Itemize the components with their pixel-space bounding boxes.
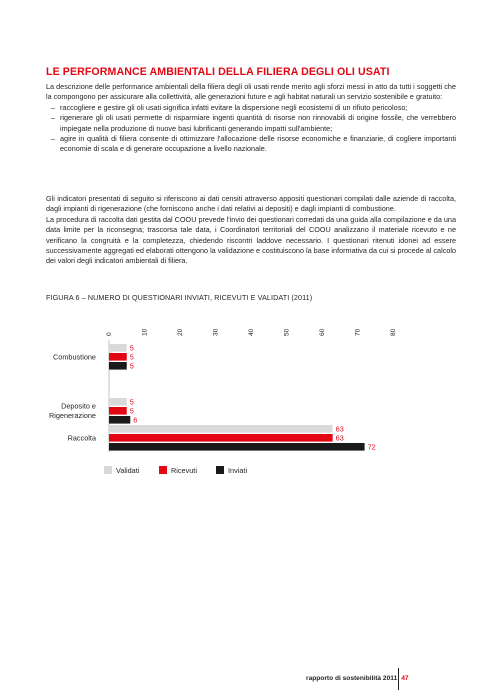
value-label: 5 bbox=[129, 343, 134, 353]
bullet-item: – raccogliere e gestire gli oli usati significa infatti evitare la dispersione negli ecosistemi di un rifiuto pericoloso; bbox=[46, 103, 456, 113]
section-heading: LE PERFORMANCE AMBIENTALI DELLA FILIERA DEGLI OLI USATI bbox=[46, 66, 390, 78]
bar-inviati bbox=[109, 443, 365, 451]
bullet-item: – agire in qualità di filiera consente di ottimizzare l'allocazione delle risorse economiche e finanziarie, di cogliere importanti economie di scala e di generare occupazione a livello nazionale. bbox=[46, 134, 456, 155]
x-tick-label: 30 bbox=[212, 328, 220, 336]
x-tick-label: 60 bbox=[319, 328, 326, 336]
bar-ricevuti bbox=[109, 353, 127, 361]
value-label: 72 bbox=[367, 442, 376, 452]
legend-swatch bbox=[216, 466, 224, 474]
x-tick-label: 50 bbox=[283, 328, 291, 336]
legend-swatch bbox=[104, 466, 112, 474]
value-label: 63 bbox=[335, 433, 344, 443]
value-label: 6 bbox=[133, 415, 138, 425]
bar-validati bbox=[109, 344, 127, 352]
bar-ricevuti bbox=[109, 434, 333, 442]
legend-label: Ricevuti bbox=[171, 466, 197, 475]
page-number: 47 bbox=[401, 675, 409, 682]
x-tick-label: 20 bbox=[177, 328, 184, 336]
bar-inviati bbox=[109, 416, 130, 424]
legend-label: Inviati bbox=[228, 466, 248, 475]
x-tick-label: 0 bbox=[106, 332, 113, 336]
indicators-paragraph: Gli indicatori presentati di seguito si riferiscono ai dati censiti attraverso appositi questionari compilati dalle aziende di raccolta, dagli impianti di rigenerazione (che forniscono anche i dati relativi ai depositi) e dagli impianti di combustione. bbox=[46, 194, 456, 214]
value-label: 5 bbox=[129, 406, 134, 416]
bullet-item: – rigenerare gli oli usati permette di risparmiare ingenti quantità di risorse non rinnovabili di origine fossile, che verrebbero impiegate nella produzione di nuove basi lubrificanti generando impatti sull'ambiente; bbox=[46, 113, 456, 134]
x-tick-label: 80 bbox=[390, 328, 397, 336]
bar-validati bbox=[109, 398, 127, 406]
bar-inviati bbox=[109, 362, 127, 370]
legend-swatch bbox=[159, 466, 167, 474]
category-label: Rigenerazione bbox=[48, 411, 96, 421]
value-label: 5 bbox=[129, 361, 134, 371]
value-label: 5 bbox=[129, 397, 134, 407]
page-footer bbox=[306, 675, 409, 682]
x-tick-label: 40 bbox=[248, 328, 255, 336]
value-label: 5 bbox=[129, 352, 134, 362]
figure-caption: FIGURA 6 – NUMERO DI QUESTIONARI INVIATI, RICEVUTI E VALIDATI (2011) bbox=[46, 293, 313, 302]
procedure-paragraph: La procedura di raccolta dati gestita dal COOU prevede l'invio dei questionari corredati da una guida alla compilazione e da una data limite per la riconsegna; trascorsa tale data, i Coordinatori territoriali del COOU analizzano il materiale ricevuto e ne verificano la congruità e la completezza, chiedendo riscontri laddove necessario. I questionari ritenuti idonei ad essere successivamente aggregati ed elaborati ottengono la validazione e costituiscono la base informativa da cui si procede al calcolo dei valori degli indicatori ambientali di filiera. bbox=[46, 214, 456, 266]
bar-ricevuti bbox=[109, 407, 127, 415]
report-title: rapporto di sostenibilità 2011 bbox=[306, 675, 398, 682]
footer-divider bbox=[398, 668, 399, 690]
x-tick-label: 70 bbox=[354, 328, 362, 336]
intro-paragraph: La descrizione delle performance ambientali della filiera degli oli usati rende merito agli sforzi messi in atto da tutti i soggetti che la compongono per assicurare alla collettività, alle generazioni future e agli habitat naturali un servizio sostenibile e gratuito: bbox=[46, 82, 456, 102]
bar-validati bbox=[109, 425, 333, 433]
value-label: 63 bbox=[335, 424, 344, 434]
category-label: Raccolta bbox=[67, 433, 96, 443]
category-label: Deposito e bbox=[61, 401, 96, 411]
category-label: Combustione bbox=[53, 352, 96, 362]
legend-label: Validati bbox=[116, 466, 140, 475]
x-tick-label: 10 bbox=[141, 328, 149, 336]
